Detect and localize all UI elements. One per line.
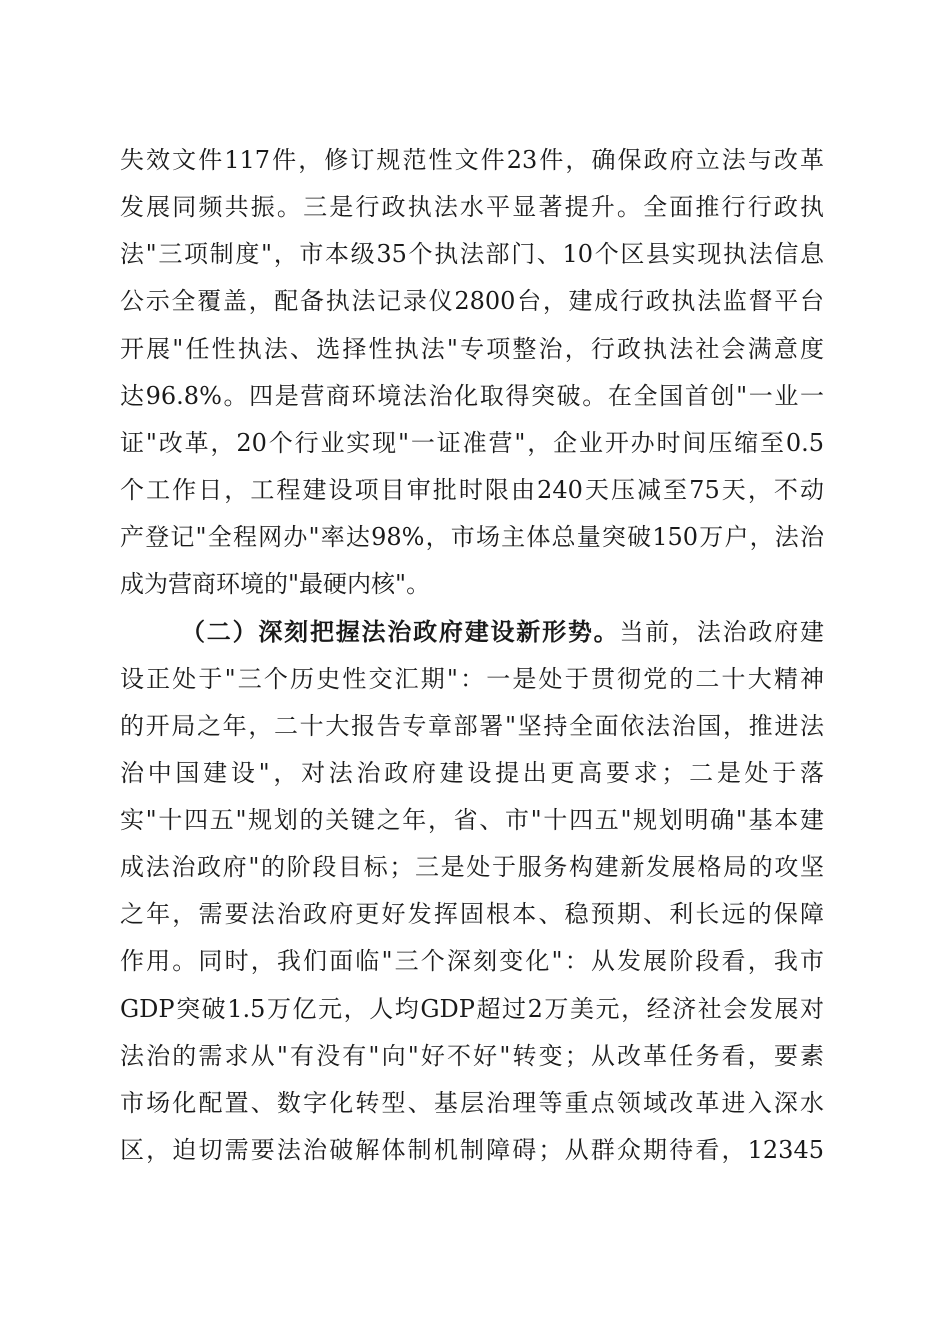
- paragraph-first-line: [120, 608, 824, 655]
- text-line: 市场化配置、数字化转型、基层治理等重点领域改革进入深水: [120, 1088, 824, 1117]
- text-line: GDP突破1.5万亿元，人均GDP超过2万美元，经济社会发展对: [120, 994, 824, 1023]
- document-page: [120, 137, 824, 1174]
- text-line: 法治的需求从"有没有"向"好不好"转变；从改革任务看，要素: [120, 1041, 824, 1070]
- text-line: 实"十四五"规划的关键之年，省、市"十四五"规划明确"基本建: [120, 805, 824, 834]
- text-line: 开展"任性执法、选择性执法"专项整治，行政执法社会满意度: [120, 334, 824, 363]
- text-line: 达96.8%。四是营商环境法治化取得突破。在全国首创"一业一: [120, 381, 824, 410]
- section-heading: （二）深刻把握法治政府建设新形势。: [181, 617, 620, 647]
- text-line: 失效文件117件，修订规范性文件23件，确保政府立法与改革: [120, 146, 824, 174]
- text-line: 发展同频共振。三是行政执法水平显著提升。全面推行行政执: [120, 193, 824, 222]
- text-line: 公示全覆盖，配备执法记录仪2800台，建成行政执法监督平台: [120, 287, 824, 316]
- text-line: 的开局之年，二十大报告专章部署"坚持全面依法治国，推进法: [120, 711, 824, 740]
- text-line: 法"三项制度"，市本级35个执法部门、10个区县实现执法信息: [120, 240, 824, 269]
- text-run: 当前，法治政府建: [619, 618, 825, 647]
- text-line: 成为营商环境的"最硬内核"。: [120, 570, 431, 599]
- paragraph-achievements: [120, 137, 824, 608]
- text-line: 成法治政府"的阶段目标；三是处于服务构建新发展格局的攻坚: [120, 853, 824, 882]
- text-line: 产登记"全程网办"率达98%，市场主体总量突破150万户，法治: [120, 523, 824, 552]
- text-line: 作用。同时，我们面临"三个深刻变化"：从发展阶段看，我市: [120, 947, 824, 976]
- text-line: 证"改革，20个行业实现"一证准营"，企业开办时间压缩至0.5: [120, 428, 824, 457]
- text-line: 设正处于"三个历史性交汇期"：一是处于贯彻党的二十大精神: [120, 664, 824, 693]
- text-line: 之年，需要法治政府更好发挥固根本、稳预期、利长远的保障: [120, 900, 824, 929]
- text-line: 治中国建设"，对法治政府建设提出更高要求；二是处于落: [120, 758, 824, 787]
- text-line: 区，迫切需要法治破解体制机制障碍；从群众期待看，12345: [120, 1135, 824, 1164]
- paragraph-new-situation: [120, 608, 824, 1174]
- text-line: 个工作日，工程建设项目审批时限由240天压减至75天，不动: [120, 475, 824, 504]
